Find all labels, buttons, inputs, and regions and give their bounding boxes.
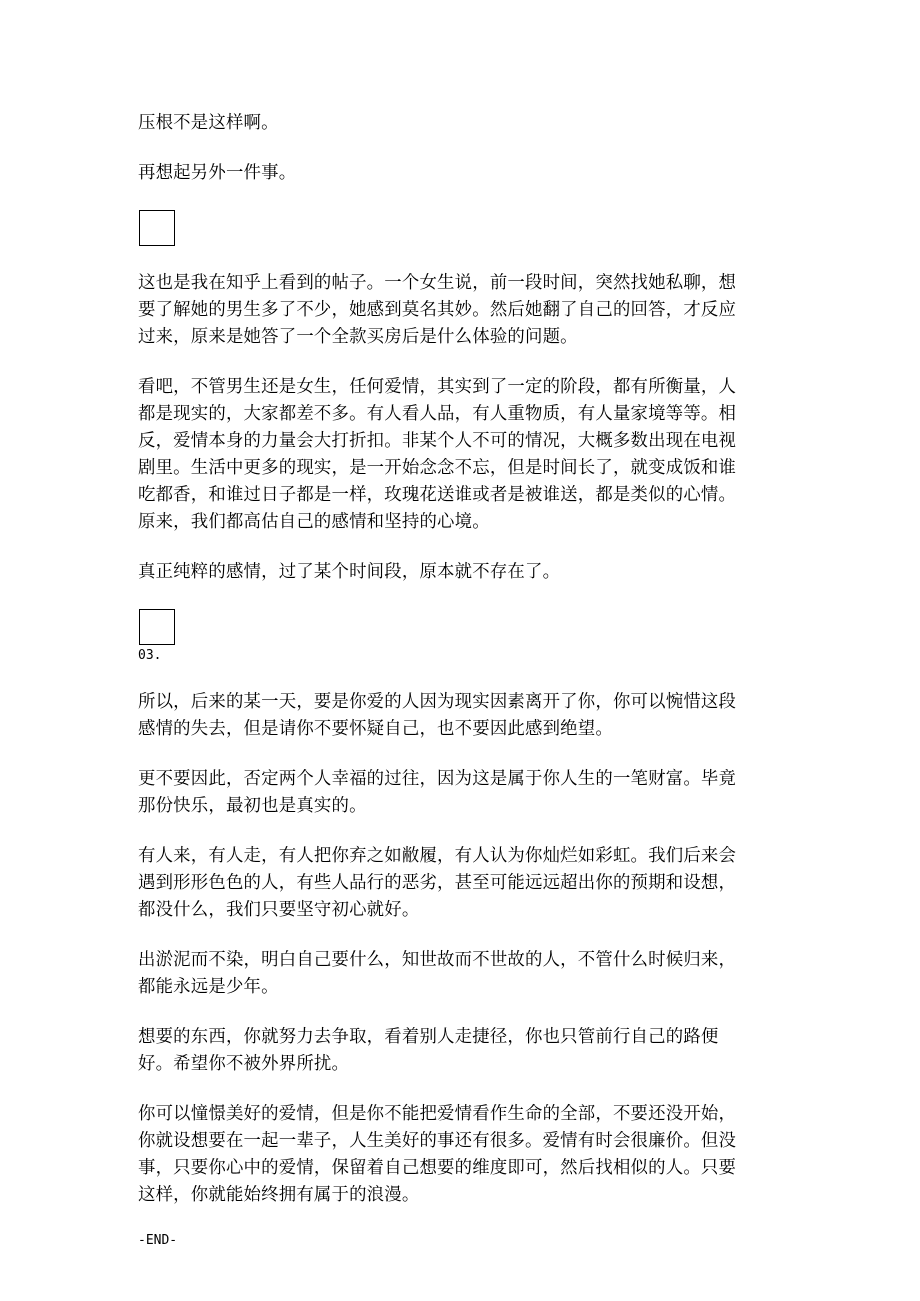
paragraph: 出淤泥而不染，明白自己要什么，知世故而不世故的人，不管什么时候归来， 都能永远是少年。 [138,950,737,997]
document-body [138,110,788,1250]
section-number: 03. [138,648,162,663]
paragraph: 真正纯粹的感情，过了某个时间段，原本就不存在了。 [138,562,561,582]
paragraph: 想要的东西，你就努力去争取，看着别人走捷径，你也只管前行自己的路便 好。希望你不被外界所扰。 [138,1027,719,1074]
end-mark: -END- [138,1233,178,1248]
paragraph: 有人来，有人走，有人把你弃之如敝履，有人认为你灿烂如彩虹。我们后来会 遇到形形色色的人，有些人品行的恶劣，甚至可能远远超出你的预期和设想， 都没什么，我们只要坚守初心就好。 [138,846,737,920]
paragraph: 再想起另外一件事。 [138,163,297,183]
paragraph: 更不要因此，否定两个人幸福的过往，因为这是属于你人生的一笔财富。毕竟 那份快乐，最初也是真实的。 [138,769,737,816]
paragraph: 这也是我在知乎上看到的帖子。一个女生说，前一段时间，突然找她私聊，想 要了解她的男生多了不少，她感到莫名其妙。然后她翻了自己的回答，才反应 过来，原来是她答了一个全款买房后是什么体验的问题。 [138,273,737,347]
paragraph: 看吧，不管男生还是女生，任何爱情，其实到了一定的阶段，都有所衡量，人 都是现实的，大家都差不多。有人看人品，有人重物质，有人量家境等等。相 反，爱情本身的力量会大打折扣。非某个人不可的情况，大概多数出现在电视 剧里。生活中更多的现实，是一开始念念不忘，但是时间长了，就变成饭和谁 吃都香，和谁过日子都是一样，玫瑰花送谁或者是被谁送，都是类似的心情。 原来，我们都高估自己的感情和坚持的心境。 [138,377,737,532]
paragraph: 压根不是这样啊。 [138,113,279,133]
image-placeholder [139,609,175,645]
paragraph: 所以，后来的某一天，要是你爱的人因为现实因素离开了你，你可以惋惜这段 感情的失去，但是请你不要怀疑自己，也不要因此感到绝望。 [138,692,737,739]
paragraph: 你可以憧憬美好的爱情，但是你不能把爱情看作生命的全部，不要还没开始， 你就设想要在一起一辈子，人生美好的事还有很多。爱情有时会很廉价。但没 事，只要你心中的爱情，保留着自己想要的维度即可，然后找相似的人。只要 这样，你就能始终拥有属于的浪漫。 [138,1104,737,1205]
image-placeholder [139,210,175,246]
